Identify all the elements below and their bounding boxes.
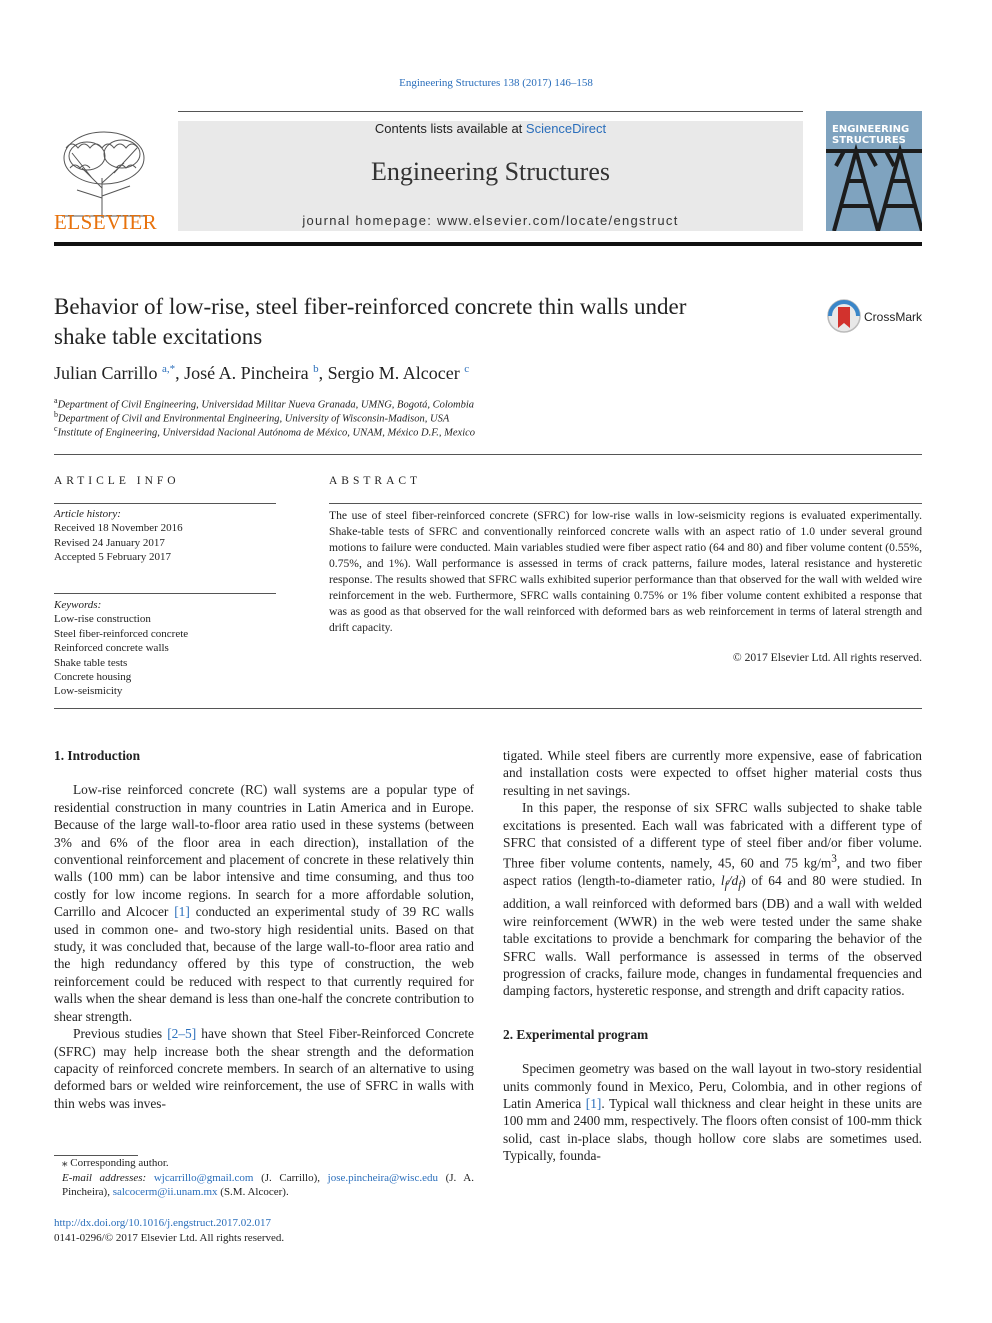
author-list: Julian Carrillo $^{a,*}$, José A. Pincheira $^b$, Sergio M. Alcocer $^c$ [54,363,470,383]
abstract-heading: ABSTRACT [329,475,422,487]
keyword: Steel fiber-reinforced concrete [54,627,189,640]
affiliation-text: Department of Civil and Environmental Engineering, University of Wisconsin-Madison, USA [58,413,450,425]
keywords [54,598,276,699]
paragraph: In this paper, the response of six SFRC walls subjected to shake table excitations is presented. Each wall was fabricated with a different type of SFRC that consisted of a different type of steel fiber and/or fiber volume. Three fiber volume contents, namely, 45, 60 and 75 $kg/m^3$, and two fiber aspect ratios (length-to-diameter ratio, $l_f/d_f$) of 64 and 80 were studied. In addition, a wall reinforced with deformed bars (DB) and a wall with welded wire reinforcement (WWR) in the web were tested under the same shake table excitations to provide a benchmark for comparing the behavior of the SFRC walls. Wall performance is assessed in terms of the observed progression of cracks, failure mode, changes in fundamental frequencies and damping factors, hysteretic response, and strength and drift capacity ratios. [503,800,922,999]
affiliation [54,410,449,425]
affiliation [54,424,475,439]
history-item: Accepted 5 February 2017 [54,551,171,564]
affiliation-text: Institute of Engineering, Universidad Nacional Autónoma de México, UNAM, México D.F., Mexico [57,427,476,439]
cover-title [832,124,918,146]
contents-prefix: Contents lists available at [374,121,526,136]
abstract-text: The use of steel fiber-reinforced concrete (SFRC) for low-rise walls in low-seismicity regions is evaluated experimentally. Shake-table tests of SFRC and conventionally reinforced concrete walls with an aspect ratio of 1.0 under several ground motions to failure were conducted. Main variables studied were fiber aspect ratio (64 and 80) and fiber volume content (0.55%, 0.75%, and 1%). Wall performance is assessed in terms of crack patterns, failure modes, lateral resistance and hysteretic response. The results showed that SFRC walls exhibited superior performance than that observed for the wall with welded wire reinforcement in the web. Furthermore, SFRC walls containing 0.75% or 1% fiber volume content exhibited a response that was as good as that observed for the wall reinforced with deformed bars as web reinforcement in terms of lateral strength and drift capacity. [329,509,922,634]
citation-link[interactable]: [2–5] [167,1026,197,1042]
author-affil-marker[interactable]: a,* [161,363,176,375]
email-link[interactable]: salcocerm@ii.unam.mx [112,1186,218,1199]
article-info-heading: ARTICLE INFO [54,475,180,487]
author-name: José A. Pincheira [184,363,309,383]
history-item: Revised 24 January 2017 [54,536,165,549]
keyword: Reinforced concrete walls [54,642,169,655]
contents-line [178,121,803,136]
footnotes [54,1156,474,1200]
section-1-title: 1. Introduction [54,748,141,763]
crossmark-icon[interactable] [826,298,862,334]
affiliation-marker: b [54,410,58,419]
abstract-rule [329,503,922,504]
paragraph: Low-rise reinforced concrete (RC) wall systems are a popular type of residential construction in many countries in Latin America and in Europe. Because of the large wall-to-floor area ratio used in these systems (between 3% and 6% of the floor area in each direction), installation of the conventional reinforcement and placement of concrete in these relatively thin walls (100 mm) can be labor intensive and time consuming, and thus too costly for low income regions. In search for a more affordable solution, Carrillo and Alcocer [1] conducted an experimental study of 39 RC walls used in common one- and two-story high residential units. Based on that study, it was concluded that, because of the large wall-to-floor area ratio and the high redundancy offered by this type of construction, the web reinforcement could be reduced with respect to that currently required for walls when the shear demand is less than one-half the concrete contribution to shear strength. [54,782,474,1024]
section-rule [54,708,922,709]
doi-block [54,1216,284,1245]
doi-link[interactable]: http://dx.doi.org/10.1016/j.engstruct.2017.02.017 [54,1217,272,1229]
paragraph: Specimen geometry was based on the wall layout in two-story residential units commonly found in Mexico, Peru, Colombia, and in other regions of Latin America [1]. Typical wall thickness and clear height in these units are 100 mm and 2400 mm, respectively. The floors often consist of 100-mm thick solid, cast in-place slabs, though hollow core slabs are sometimes used. Typically, founda- [503,1061,922,1164]
cover-title-line2: STRUCTURES [832,135,906,146]
author-name: Sergio M. Alcocer [327,363,460,383]
keyword: Shake table tests [54,656,128,669]
email-link[interactable]: jose.pincheira@wisc.edu [327,1171,438,1184]
corresponding-note: ⁎ Corresponding author. [62,1157,169,1169]
article-info-rule [54,593,276,594]
journal-citation[interactable]: Engineering Structures 138 (2017) 146–158 [399,77,593,89]
elsevier-wordmark: ELSEVIER [54,210,158,234]
affiliation [54,396,474,411]
article-history [54,507,276,565]
section-2-title: 2. Experimental program [503,1026,649,1042]
journal-homepage[interactable]: journal homepage: www.elsevier.com/locate/engstruct [302,213,679,228]
title-line1: Behavior of low-rise, steel fiber-reinforced concrete thin walls under [54,294,687,319]
crossmark-label[interactable]: CrossMark [864,310,923,324]
keyword: Low-seismicity [54,685,123,698]
author-affil-marker[interactable]: c [464,363,470,375]
keyword: Low-rise construction [54,613,151,626]
article-title [54,292,814,352]
email-link[interactable]: wjcarrillo@gmail.com [153,1171,254,1184]
paragraph: tigated. While steel fibers are currently more expensive, ease of fabrication and installation costs were expected to offset higher material costs thus resulting in net savings. [503,748,922,798]
header-rule [178,111,803,112]
keywords-label: Keywords: [54,599,102,611]
citation-link[interactable]: [1] [174,904,190,920]
keyword: Concrete housing [54,671,132,684]
cover-title-line1: ENGINEERING [832,124,910,135]
affiliation-text: Department of Civil Engineering, Universidad Militar Nueva Granada, UMNG, Bogotá, Colombia [57,399,475,411]
journal-name: Engineering Structures [371,157,610,186]
author-name: Julian Carrillo [54,363,158,383]
abstract-copyright: © 2017 Elsevier Ltd. All rights reserved. [732,651,922,664]
affiliation-marker: c [54,424,58,433]
author-affil-marker[interactable]: b [313,363,319,375]
paragraph: Previous studies [2–5] have shown that Steel Fiber-Reinforced Concrete (SFRC) may help increase both the shear strength and the deformation capacity of reinforced concrete members. In search of an alternative to using deformed bars or welded wire reinforcement, the use of SFRC in walls with thin webs was inves- [54,1026,474,1111]
issn-line: 0141-0296/© 2017 Elsevier Ltd. All rights reserved. [54,1231,285,1244]
history-item: Received 18 November 2016 [54,522,183,535]
history-label: Article history: [54,508,121,520]
article-info-rule [54,503,276,504]
body-column-right [503,747,922,1165]
section-rule [54,454,922,455]
title-line2: shake table excitations [54,324,263,349]
affiliation-marker: a [54,396,58,405]
citation-link[interactable]: [1] [585,1096,602,1112]
email-note: E-mail addresses: wjcarrillo@gmail.com (J. Carrillo), jose.pincheira@wisc.edu (J. A. Pincheira), salcocerm@ii.unam.mx (S.M. Alcocer). [62,1171,475,1199]
masthead-thick-rule [54,242,922,246]
body-column-left [54,747,474,1112]
sciencedirect-link[interactable]: ScienceDirect [525,121,607,136]
